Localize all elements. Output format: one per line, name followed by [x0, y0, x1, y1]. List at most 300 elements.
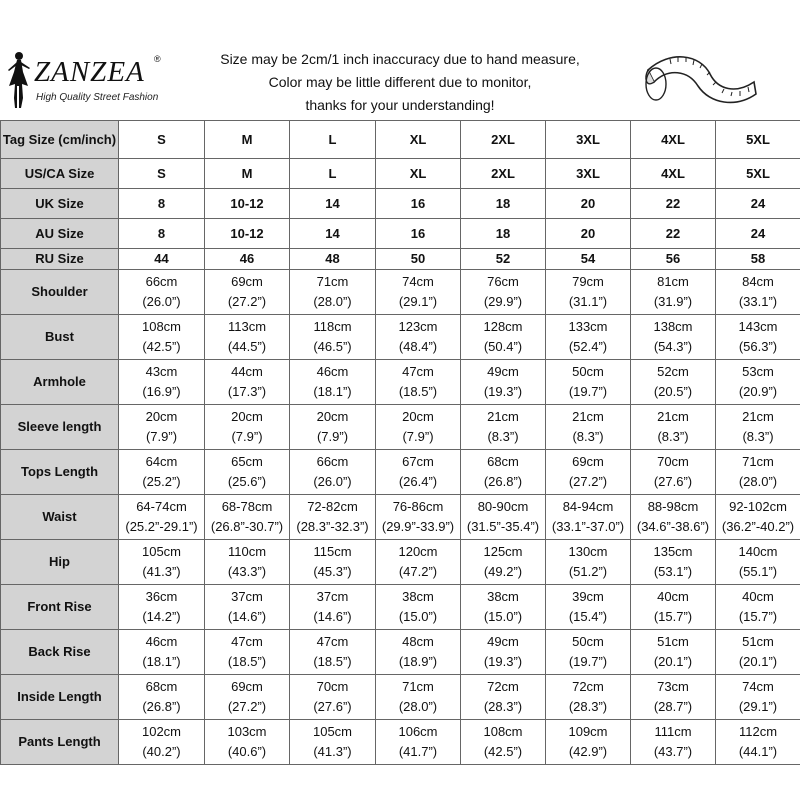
measurement-cell: [461, 450, 546, 495]
cm-value: 46cm: [316, 364, 349, 379]
inch-value: (50.4”): [483, 339, 523, 354]
measurement-cell: [461, 630, 546, 675]
row-label: Armhole: [1, 360, 119, 405]
size-row: [1, 189, 800, 219]
cm-value: 46cm: [145, 634, 178, 649]
size-cell: M: [205, 121, 290, 159]
measurement-cell: [119, 585, 205, 630]
size-row: [1, 121, 800, 159]
cm-value: 53cm: [742, 364, 774, 379]
inch-value: (28.3”): [483, 699, 523, 714]
size-cell: 46: [205, 249, 290, 270]
cm-value: 70cm: [657, 454, 689, 469]
inch-value: (31.9”): [653, 294, 693, 309]
measurement-cell: [290, 270, 376, 315]
row-label: RU Size: [1, 249, 119, 270]
cm-value: 80-90cm: [477, 499, 529, 514]
measurement-cell: [461, 675, 546, 720]
notice-line: thanks for your understanding!: [305, 97, 495, 113]
cm-value: 108cm: [483, 724, 523, 739]
row-label: Inside Length: [1, 675, 119, 720]
measurement-row: [1, 585, 800, 630]
inch-value: (8.3”): [487, 429, 519, 444]
measurement-row: [1, 270, 800, 315]
inch-value: (27.2”): [227, 294, 267, 309]
inch-value: (18.1”): [313, 384, 352, 399]
inch-value: (25.6”): [227, 474, 267, 489]
size-row: [1, 159, 800, 189]
inch-value: (15.7”): [738, 609, 778, 624]
measurement-cell: [376, 270, 461, 315]
cm-value: 50cm: [572, 634, 604, 649]
cm-value: 71cm: [316, 274, 349, 289]
size-cell: 4XL: [631, 121, 716, 159]
measurement-cell: [205, 675, 290, 720]
measurement-cell: [205, 315, 290, 360]
size-cell: 16: [376, 219, 461, 249]
inch-value: (7.9”): [145, 429, 178, 444]
inch-value: (42.5”): [483, 744, 523, 759]
measurement-cell: [716, 585, 800, 630]
inch-value: (43.7”): [653, 744, 693, 759]
cm-value: 21cm: [572, 409, 604, 424]
cm-value: 143cm: [738, 319, 778, 334]
inch-value: (19.7”): [568, 384, 608, 399]
measurement-cell: [290, 630, 376, 675]
measurement-cell: [290, 405, 376, 450]
cm-value: 111cm: [654, 724, 692, 739]
inch-value: (44.5”): [227, 339, 267, 354]
size-cell: 5XL: [716, 159, 800, 189]
inch-value: (43.3”): [227, 564, 267, 579]
inch-value: (28.0”): [313, 294, 352, 309]
cm-value: 21cm: [487, 409, 519, 424]
measurement-cell: [290, 315, 376, 360]
inch-value: (15.0”): [483, 609, 523, 624]
measurement-cell: [376, 495, 461, 540]
measurement-row: [1, 675, 800, 720]
cm-value: 38cm: [402, 589, 434, 604]
measurement-cell: [376, 630, 461, 675]
cm-value: 115cm: [313, 544, 352, 559]
inch-value: (28.7”): [653, 699, 693, 714]
cm-value: 125cm: [483, 544, 523, 559]
measurement-cell: [546, 675, 631, 720]
size-cell: 4XL: [631, 159, 716, 189]
inch-value: (27.2”): [227, 699, 267, 714]
cm-value: 47cm: [231, 634, 263, 649]
measurement-cell: [546, 315, 631, 360]
inch-value: (40.6”): [227, 744, 267, 759]
inch-value: (14.6”): [313, 609, 352, 624]
inch-value: (27.2”): [568, 474, 608, 489]
cm-value: 67cm: [402, 454, 434, 469]
measurement-cell: [461, 540, 546, 585]
inch-value: (52.4”): [568, 339, 608, 354]
measurement-cell: [716, 315, 800, 360]
inch-value: (14.2”): [142, 609, 181, 624]
inch-value: (19.7”): [568, 654, 608, 669]
cm-value: 40cm: [742, 589, 774, 604]
size-cell: 52: [461, 249, 546, 270]
cm-value: 84cm: [742, 274, 774, 289]
inch-value: (51.2”): [568, 564, 608, 579]
measurement-cell: [546, 405, 631, 450]
measurement-cell: [716, 630, 800, 675]
inch-value: (26.8”-30.7”): [210, 519, 284, 534]
measurement-row: [1, 720, 800, 765]
measurement-row: [1, 630, 800, 675]
row-label: Tops Length: [1, 450, 119, 495]
cm-value: 102cm: [141, 724, 182, 739]
cm-value: 74cm: [402, 274, 434, 289]
measurement-row: [1, 360, 800, 405]
row-label: Shoulder: [1, 270, 119, 315]
inch-value: (26.8”): [483, 474, 523, 489]
inch-value: (18.9”): [398, 654, 438, 669]
inch-value: (7.9”): [402, 429, 434, 444]
inch-value: (7.9”): [231, 429, 263, 444]
inch-value: (25.2”): [142, 474, 181, 489]
row-label: Back Rise: [1, 630, 119, 675]
cm-value: 72-82cm: [307, 499, 358, 514]
measurement-cell: [205, 495, 290, 540]
measurement-cell: [119, 540, 205, 585]
inch-value: (49.2”): [483, 564, 523, 579]
registered-mark: ®: [154, 54, 161, 64]
measurement-cell: [631, 270, 716, 315]
inch-value: (31.5”-35.4”): [466, 519, 540, 534]
inch-value: (19.3”): [483, 654, 523, 669]
measurement-cell: [631, 585, 716, 630]
inch-value: (15.7”): [653, 609, 693, 624]
cm-value: 135cm: [653, 544, 693, 559]
measurement-cell: [546, 585, 631, 630]
row-label: Tag Size (cm/inch): [1, 121, 119, 159]
measurement-cell: [376, 450, 461, 495]
inch-value: (31.1”): [568, 294, 608, 309]
inch-value: (20.5”): [653, 384, 693, 399]
cm-value: 71cm: [402, 679, 434, 694]
cm-value: 68cm: [487, 454, 519, 469]
measurement-cell: [716, 270, 800, 315]
cm-value: 48cm: [402, 634, 434, 649]
size-cell: 44: [119, 249, 205, 270]
size-table: [0, 120, 800, 765]
inch-value: (8.3”): [742, 429, 774, 444]
inch-value: (26.8”): [142, 699, 181, 714]
measurement-cell: [119, 495, 205, 540]
measurement-cell: [376, 405, 461, 450]
cm-value: 106cm: [398, 724, 438, 739]
measurement-cell: [461, 405, 546, 450]
inch-value: (8.3”): [657, 429, 689, 444]
measurement-cell: [376, 360, 461, 405]
size-row: [1, 249, 800, 270]
measurement-cell: [461, 360, 546, 405]
inch-value: (26.0”): [142, 294, 181, 309]
inch-value: (18.5”): [313, 654, 352, 669]
inch-value: (28.0”): [738, 474, 778, 489]
measurement-cell: [376, 720, 461, 765]
row-label: Sleeve length: [1, 405, 119, 450]
measurement-cell: [546, 540, 631, 585]
measurement-cell: [290, 495, 376, 540]
inch-value: (33.1”): [738, 294, 778, 309]
size-cell: 14: [290, 219, 376, 249]
size-cell: L: [290, 121, 376, 159]
cm-value: 70cm: [316, 679, 349, 694]
size-cell: 14: [290, 189, 376, 219]
cm-value: 47cm: [316, 634, 349, 649]
measurement-cell: [119, 405, 205, 450]
size-cell: 2XL: [461, 159, 546, 189]
measurement-cell: [631, 675, 716, 720]
cm-value: 66cm: [145, 274, 178, 289]
size-cell: 20: [546, 219, 631, 249]
measurement-cell: [205, 360, 290, 405]
inch-value: (15.0”): [398, 609, 438, 624]
size-cell: 18: [461, 219, 546, 249]
size-cell: 2XL: [461, 121, 546, 159]
measurement-cell: [205, 405, 290, 450]
cm-value: 49cm: [487, 364, 519, 379]
measurement-cell: [546, 450, 631, 495]
cm-value: 20cm: [145, 409, 178, 424]
cm-value: 68cm: [145, 679, 178, 694]
inch-value: (18.1”): [142, 654, 181, 669]
inch-value: (34.6”-38.6”): [636, 519, 710, 534]
cm-value: 69cm: [572, 454, 604, 469]
inch-value: (26.0”): [313, 474, 352, 489]
measurement-cell: [546, 495, 631, 540]
inch-value: (15.4”): [568, 609, 608, 624]
measurement-cell: [546, 720, 631, 765]
cm-value: 65cm: [231, 454, 263, 469]
measurement-cell: [546, 630, 631, 675]
size-cell: S: [119, 121, 205, 159]
size-cell: 24: [716, 219, 800, 249]
size-cell: L: [290, 159, 376, 189]
inch-value: (33.1”-37.0”): [551, 519, 625, 534]
measurement-row: [1, 450, 800, 495]
measurement-cell: [205, 630, 290, 675]
size-cell: XL: [376, 121, 461, 159]
measurement-cell: [631, 360, 716, 405]
inch-value: (29.9”-33.9”): [381, 519, 455, 534]
cm-value: 64-74cm: [136, 499, 187, 514]
measurement-cell: [716, 720, 800, 765]
cm-value: 76-86cm: [392, 499, 444, 514]
inch-value: (8.3”): [572, 429, 604, 444]
inch-value: (42.9”): [568, 744, 608, 759]
measurement-cell: [119, 450, 205, 495]
measurement-row: [1, 495, 800, 540]
cm-value: 66cm: [316, 454, 349, 469]
inch-value: (53.1”): [653, 564, 693, 579]
row-label: Bust: [1, 315, 119, 360]
cm-value: 40cm: [657, 589, 689, 604]
measurement-cell: [631, 495, 716, 540]
inch-value: (17.3”): [227, 384, 267, 399]
cm-value: 39cm: [572, 589, 604, 604]
inch-value: (27.6”): [653, 474, 693, 489]
size-cell: 3XL: [546, 121, 631, 159]
cm-value: 73cm: [657, 679, 689, 694]
cm-value: 38cm: [487, 589, 519, 604]
cm-value: 105cm: [141, 544, 182, 559]
measurement-cell: [631, 315, 716, 360]
size-cell: 24: [716, 189, 800, 219]
measurement-cell: [546, 360, 631, 405]
size-cell: 18: [461, 189, 546, 219]
measurement-row: [1, 540, 800, 585]
inch-value: (27.6”): [313, 699, 352, 714]
cm-value: 105cm: [312, 724, 353, 739]
cm-value: 120cm: [398, 544, 438, 559]
cm-value: 123cm: [398, 319, 438, 334]
brand-tagline: High Quality Street Fashion: [36, 92, 159, 103]
inch-value: (46.5”): [313, 339, 352, 354]
cm-value: 49cm: [487, 634, 519, 649]
measurement-cell: [631, 450, 716, 495]
cm-value: 130cm: [568, 544, 608, 559]
inch-value: (28.3”-32.3”): [296, 519, 369, 534]
row-label: Pants Length: [1, 720, 119, 765]
cm-value: 69cm: [231, 274, 263, 289]
cm-value: 133cm: [568, 319, 608, 334]
cm-value: 20cm: [402, 409, 434, 424]
inch-value: (20.1”): [653, 654, 693, 669]
cm-value: 113cm: [227, 319, 267, 334]
cm-value: 140cm: [738, 544, 778, 559]
size-cell: 50: [376, 249, 461, 270]
measurement-cell: [290, 585, 376, 630]
cm-value: 118cm: [313, 319, 352, 334]
inch-value: (25.2”-29.1”): [125, 519, 198, 534]
measurement-cell: [376, 585, 461, 630]
cm-value: 51cm: [742, 634, 774, 649]
row-label: Waist: [1, 495, 119, 540]
measurement-cell: [461, 270, 546, 315]
measurement-cell: [716, 495, 800, 540]
cm-value: 68-78cm: [221, 499, 273, 514]
inch-value: (54.3”): [653, 339, 693, 354]
cm-value: 109cm: [568, 724, 608, 739]
cm-value: 44cm: [231, 364, 263, 379]
row-label: Front Rise: [1, 585, 119, 630]
brand-logo: [4, 46, 194, 116]
brand-name: ZANZEA: [34, 56, 145, 88]
measurement-cell: [716, 405, 800, 450]
cm-value: 20cm: [316, 409, 349, 424]
inch-value: (28.3”): [568, 699, 608, 714]
inch-value: (41.3”): [142, 564, 181, 579]
size-cell: 8: [119, 219, 205, 249]
measurement-cell: [716, 675, 800, 720]
size-cell: 5XL: [716, 121, 800, 159]
cm-value: 64cm: [145, 454, 178, 469]
inch-value: (42.5”): [142, 339, 181, 354]
measurement-row: [1, 405, 800, 450]
measurement-cell: [631, 540, 716, 585]
cm-value: 43cm: [145, 364, 178, 379]
measurement-cell: [290, 675, 376, 720]
measurement-cell: [119, 675, 205, 720]
size-cell: 22: [631, 219, 716, 249]
cm-value: 103cm: [227, 724, 267, 739]
cm-value: 51cm: [657, 634, 689, 649]
inch-value: (55.1”): [738, 564, 778, 579]
row-label: US/CA Size: [1, 159, 119, 189]
cm-value: 108cm: [141, 319, 182, 334]
cm-value: 88-98cm: [647, 499, 699, 514]
inch-value: (26.4”): [398, 474, 438, 489]
measurement-cell: [205, 540, 290, 585]
inch-value: (41.3”): [313, 744, 352, 759]
measurement-cell: [376, 540, 461, 585]
measurement-cell: [205, 270, 290, 315]
cm-value: 20cm: [231, 409, 263, 424]
row-label: Hip: [1, 540, 119, 585]
cm-value: 76cm: [487, 274, 519, 289]
measurement-cell: [119, 270, 205, 315]
measurement-cell: [290, 540, 376, 585]
inch-value: (29.9”): [483, 294, 523, 309]
inch-value: (29.1”): [398, 294, 438, 309]
inch-value: (56.3”): [738, 339, 778, 354]
measurement-cell: [205, 450, 290, 495]
measurement-notice: [205, 48, 595, 117]
inch-value: (20.1”): [738, 654, 778, 669]
cm-value: 69cm: [231, 679, 263, 694]
size-cell: 54: [546, 249, 631, 270]
cm-value: 72cm: [487, 679, 519, 694]
inch-value: (18.5”): [398, 384, 438, 399]
size-cell: 20: [546, 189, 631, 219]
cm-value: 110cm: [227, 544, 267, 559]
cm-value: 21cm: [742, 409, 774, 424]
inch-value: (7.9”): [316, 429, 349, 444]
row-label: AU Size: [1, 219, 119, 249]
cm-value: 84-94cm: [562, 499, 614, 514]
cm-value: 71cm: [742, 454, 774, 469]
measurement-cell: [290, 360, 376, 405]
size-cell: XL: [376, 159, 461, 189]
cm-value: 72cm: [572, 679, 604, 694]
cm-value: 92-102cm: [729, 499, 787, 514]
size-cell: 56: [631, 249, 716, 270]
measurement-cell: [376, 315, 461, 360]
cm-value: 74cm: [742, 679, 774, 694]
inch-value: (14.6”): [227, 609, 267, 624]
cm-value: 128cm: [483, 319, 523, 334]
size-cell: 3XL: [546, 159, 631, 189]
measurement-cell: [376, 675, 461, 720]
measurement-cell: [119, 360, 205, 405]
measurement-rows: [1, 270, 800, 765]
inch-value: (36.2”-40.2”): [721, 519, 795, 534]
inch-value: (41.7”): [398, 744, 438, 759]
measurement-cell: [631, 720, 716, 765]
measurement-cell: [631, 405, 716, 450]
size-cell: M: [205, 159, 290, 189]
measuring-tape-icon: [640, 44, 760, 118]
cm-value: 50cm: [572, 364, 604, 379]
measurement-cell: [205, 720, 290, 765]
cm-value: 52cm: [657, 364, 689, 379]
cm-value: 37cm: [316, 589, 349, 604]
